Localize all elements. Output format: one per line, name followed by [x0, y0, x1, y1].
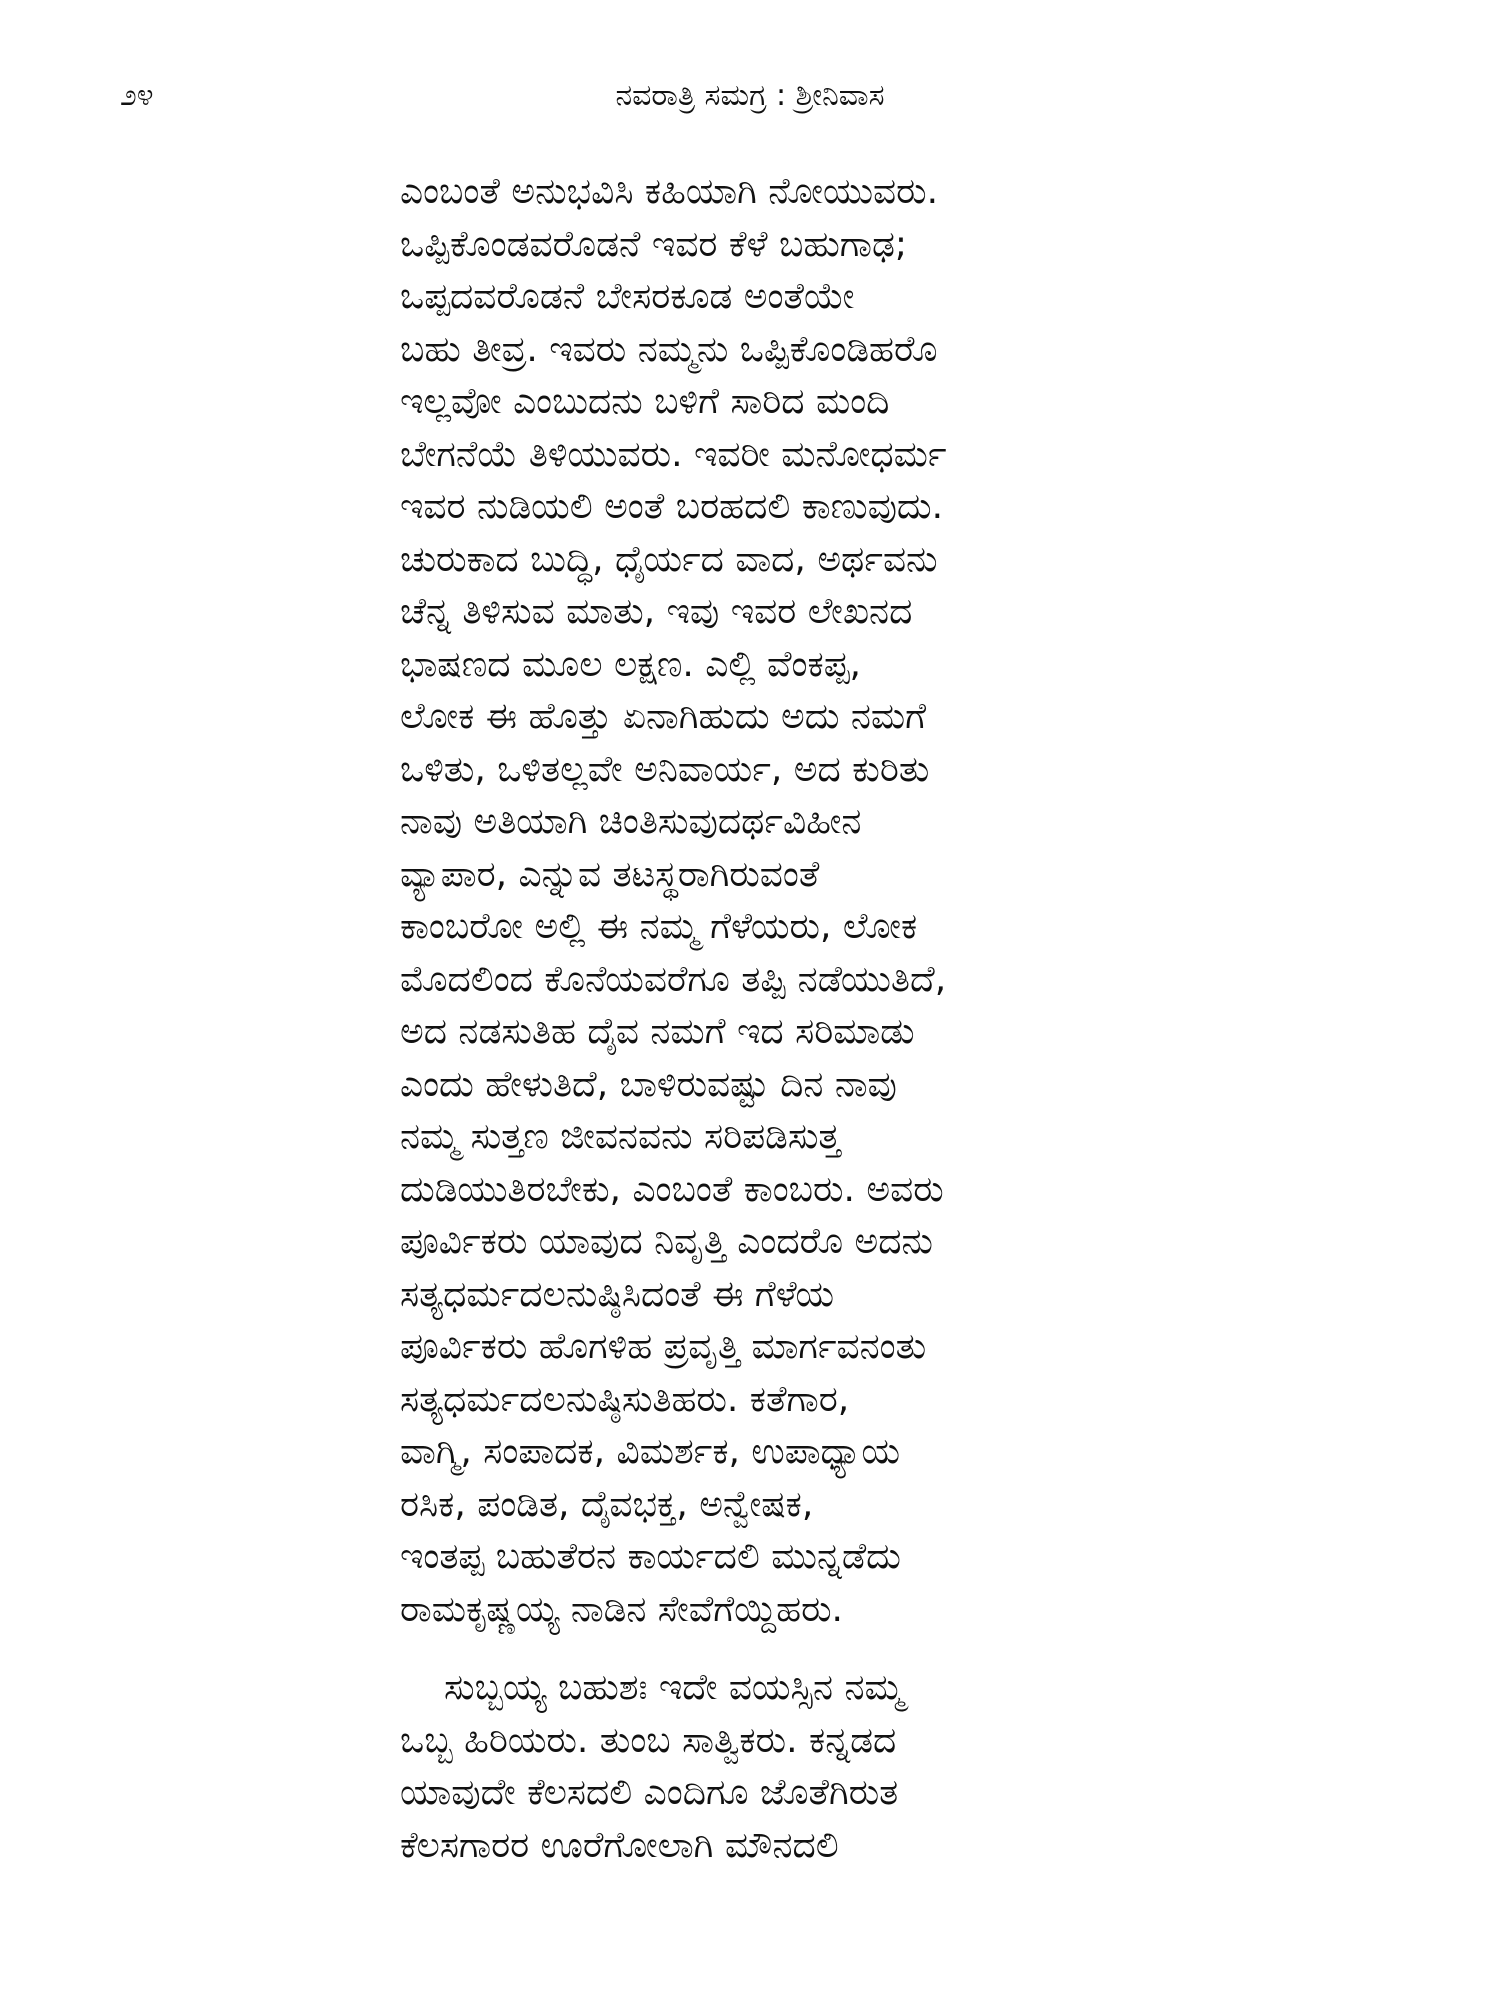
text-line: ಸುಬ್ಬಯ್ಯ ಬಹುಶಃ ಇದೇ ವಯಸ್ಸಿನ ನಮ್ಮ [444, 1667, 904, 1708]
text-line: ರಾಮಕೃಷ್ಣಯ್ಯ ನಾಡಿನ ಸೇವೆಗೆಯ್ದಿಹರು. [400, 1588, 844, 1630]
text-line: ನಾವು ಅತಿಯಾಗಿ ಚಿಂತಿಸುವುದರ್ಥವಿಹೀನ [400, 801, 862, 842]
text-line: ಇಂತಪ್ಪ ಬಹುತೆರನ ಕಾರ್ಯದಲಿ ಮುನ್ನಡೆದು [400, 1536, 901, 1577]
text-line: ಸತ್ಯಧರ್ಮದಲನುಷ್ಠಿಸುತಿಹರು. ಕತೆಗಾರ, [400, 1378, 850, 1420]
text-line: ಎಂದು ಹೇಳುತಿದೆ, ಬಾಳಿರುವಷ್ಟು ದಿನ ನಾವು [400, 1063, 897, 1105]
text-line: ಕಾಂಬರೋ ಅಲ್ಲಿ ಈ ನಮ್ಮ ಗೆಳೆಯರು, ಲೋಕ [400, 906, 918, 947]
text-line: ನಮ್ಮ ಸುತ್ತಣ ಜೀವನವನು ಸರಿಪಡಿಸುತ್ತ [400, 1116, 841, 1157]
text-line: ಲೋಕ ಈ ಹೊತ್ತು ಏನಾಗಿಹುದು ಅದು ನಮಗೆ [400, 696, 927, 737]
text-line: ವಾಗ್ಮಿ, ಸಂಪಾದಕ, ವಿಮರ್ಶಕ, ಉಪಾಧ್ಯಾಯ [400, 1431, 901, 1472]
paragraph-gap [400, 1636, 1400, 1662]
poem-body [400, 166, 1400, 1872]
text-line: ಒಳಿತು, ಒಳಿತಲ್ಲವೇ ಅನಿವಾರ್ಯ, ಅದ ಕುರಿತು [400, 748, 930, 790]
text-line: ಎಂಬಂತೆ ಅನುಭವಿಸಿ ಕಹಿಯಾಗಿ ನೋಯುವರು. [400, 171, 939, 212]
text-line: ಯಾವುದೇ ಕೆಲಸದಲಿ ಎಂದಿಗೂ ಜೊತೆಗಿರುತ [400, 1772, 899, 1813]
text-line: ಸತ್ಯಧರ್ಮದಲನುಷ್ಠಿಸಿದಂತೆ ಈ ಗೆಳೆಯ [400, 1273, 835, 1315]
text-line: ಪೂರ್ವಿಕರು ಯಾವುದ ನಿವೃತ್ತಿ ಎಂದರೊ ಅದನು [400, 1221, 933, 1262]
paragraph-1 [400, 166, 1400, 1636]
text-line: ಚೆನ್ನ ತಿಳಿಸುವ ಮಾತು, ಇವು ಇವರ ಲೇಖನದ [400, 591, 913, 632]
text-line: ಇಲ್ಲವೋ ಎಂಬುದನು ಬಳಿಗೆ ಸಾರಿದ ಮಂದಿ [400, 381, 890, 422]
text-line: ದುಡಿಯುತಿರಬೇಕು, ಎಂಬಂತೆ ಕಾಂಬರು. ಅವರು [400, 1168, 944, 1210]
text-line: ಕೆಲಸಗಾರರ ಊರೆಗೋಲಾಗಿ ಮೌನದಲಿ [400, 1824, 839, 1866]
text-line: ಅದ ನಡಸುತಿಹ ದೈವ ನಮಗೆ ಇದ ಸರಿಮಾಡು [400, 1011, 915, 1052]
text-line: ರಸಿಕ, ಪಂಡಿತ, ದೈವಭಕ್ತ, ಅನ್ವೇಷಕ, [400, 1483, 814, 1525]
text-line: ಭಾಷಣದ ಮೂಲ ಲಕ್ಷಣ. ಎಲ್ಲಿ ವೆಂಕಪ್ಪ, [400, 643, 861, 685]
text-line: ವ್ಯಾಪಾರ, ಎನ್ನುವ ತಟಸ್ಥರಾಗಿರುವಂತೆ [400, 853, 820, 895]
text-line: ಬೇಗನೆಯೆ ತಿಳಿಯುವರು. ಇವರೀ ಮನೋಧರ್ಮ [400, 433, 947, 475]
text-line: ಚುರುಕಾದ ಬುದ್ಧಿ, ಧೈರ್ಯದ ವಾದ, ಅರ್ಥವನು [400, 538, 938, 580]
running-head: ನವರಾತ್ರಿ ಸಮಗ್ರ : ಶ್ರೀನಿವಾಸ [615, 78, 885, 113]
page-number: ೨೪ [120, 78, 154, 113]
text-line: ಇವರ ನುಡಿಯಲಿ ಅಂತೆ ಬರಹದಲಿ ಕಾಣುವುದು. [400, 486, 944, 527]
text-line: ಪೂರ್ವಿಕರು ಹೊಗಳಿಹ ಪ್ರವೃತ್ತಿ ಮಾರ್ಗವನಂತು [400, 1326, 927, 1367]
text-line: ಬಹು ತೀವ್ರ. ಇವರು ನಮ್ಮನು ಒಪ್ಪಿಕೊಂಡಿಹರೊ [400, 328, 938, 370]
text-line: ಒಪ್ಪಿಕೊಂಡವರೊಡನೆ ಇವರ ಕೆಳೆ ಬಹುಗಾಢ; [400, 223, 908, 265]
text-line: ಮೊದಲಿಂದ ಕೊನೆಯವರೆಗೂ ತಪ್ಪಿ ನಡೆಯುತಿದೆ, [400, 958, 947, 1000]
text-line: ಒಪ್ಪದವರೊಡನೆ ಬೇಸರಕೂಡ ಅಂತೆಯೇ [400, 276, 855, 317]
paragraph-2 [400, 1662, 1400, 1872]
text-line: ಒಬ್ಬ ಹಿರಿಯರು. ತುಂಬ ಸಾತ್ವಿಕರು. ಕನ್ನಡದ [400, 1719, 897, 1761]
